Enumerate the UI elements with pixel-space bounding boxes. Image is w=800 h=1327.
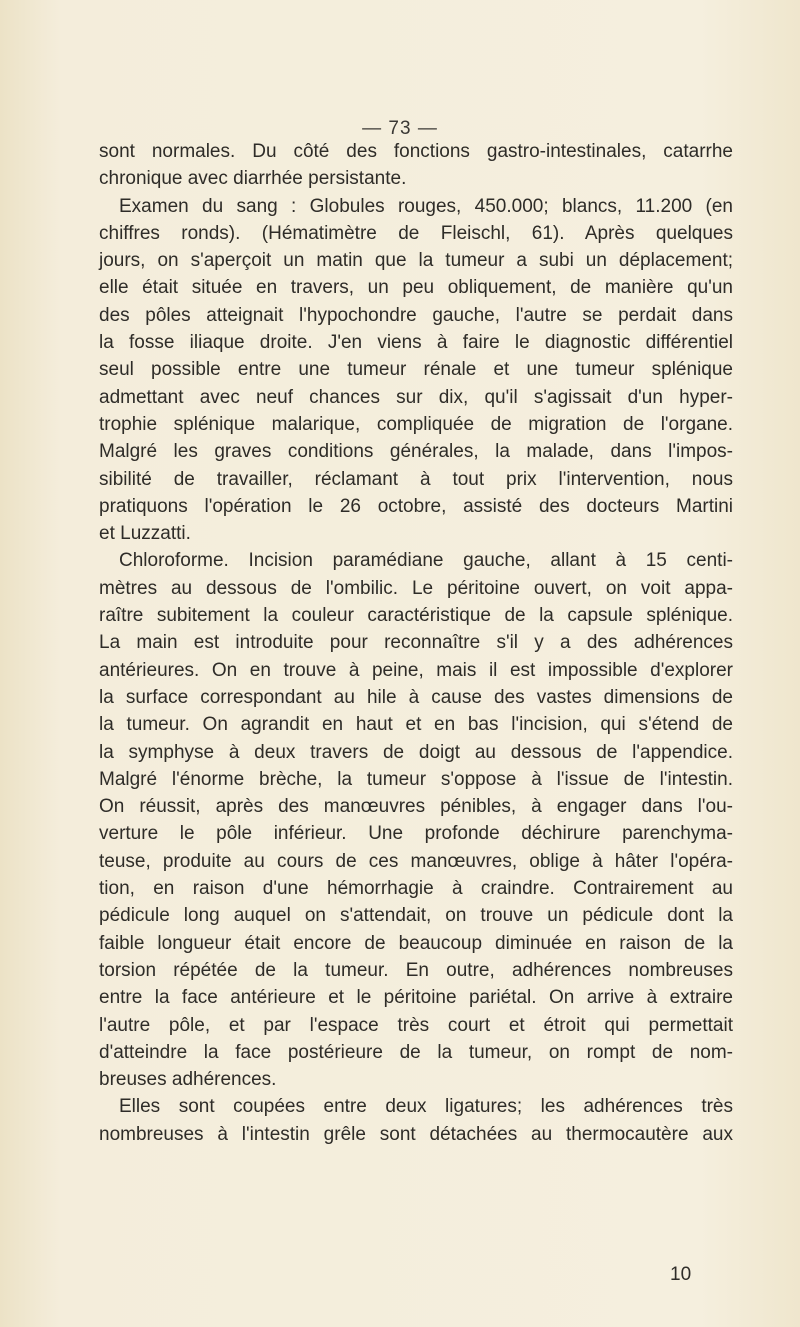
text-line: seul possible entre une tumeur rénale et une tumeur splénique (99, 359, 733, 381)
text-line: chronique avec diarrhée persistante. (99, 168, 407, 190)
text-line: tion, en raison d'une hémorrhagie à craindre. Contrairement au (99, 878, 733, 900)
text-line: Malgré les graves conditions générales, la malade, dans l'impos- (99, 441, 733, 463)
text-line: raître subitement la couleur caractéristique de la capsule splénique. (99, 605, 733, 627)
text-line: des pôles atteignait l'hypochondre gauche, l'autre se perdait dans (99, 304, 733, 326)
text-line: la tumeur. On agrandit en haut et en bas l'incision, qui s'étend de (99, 714, 733, 736)
text-line: pratiquons l'opération le 26 octobre, assisté des docteurs Martini (99, 495, 733, 517)
text-line: l'autre pôle, et par l'espace très court et étroit qui permettait (99, 1014, 733, 1036)
text-line: chiffres ronds). (Hématimètre de Fleischl, 61). Après quelques (99, 222, 733, 244)
text-line: elle était située en travers, un peu obliquement, de manière qu'un (99, 277, 733, 299)
text-line: teuse, produite au cours de ces manœuvres, oblige à hâter l'opéra- (99, 850, 733, 872)
text-line: faible longueur était encore de beaucoup diminuée en raison de la (99, 932, 733, 954)
text-line: Examen du sang : Globules rouges, 450.000; blancs, 11.200 (en (119, 195, 733, 217)
text-line: Chloroforme. Incision paramédiane gauche, allant à 15 centi- (119, 550, 733, 572)
text-line: On réussit, après des manœuvres pénibles, à engager dans l'ou- (99, 796, 733, 818)
body-text (99, 138, 733, 1148)
text-line: la fosse iliaque droite. J'en viens à faire le diagnostic différentiel (99, 332, 733, 354)
text-line: antérieures. On en trouve à peine, mais il est impossible d'explorer (99, 659, 733, 681)
text-line: La main est introduite pour reconnaître s'il y a des adhérences (99, 632, 733, 654)
text-line: Elles sont coupées entre deux ligatures; les adhérences très (119, 1096, 733, 1118)
text-line: pédicule long auquel on s'attendait, on trouve un pédicule dont la (99, 905, 733, 927)
text-line: mètres au dessous de l'ombilic. Le péritoine ouvert, on voit appa- (99, 577, 733, 599)
text-line: nombreuses à l'intestin grêle sont détachées au thermocautère aux (99, 1123, 733, 1145)
text-line: sont normales. Du côté des fonctions gastro-intestinales, catarrhe (99, 141, 733, 162)
text-line: la surface correspondant au hile à cause des vastes dimensions de (99, 686, 733, 708)
text-line: verture le pôle inférieur. Une profonde déchirure parenchyma- (99, 823, 733, 845)
page-number: — 73 — (362, 118, 438, 139)
text-line: torsion répétée de la tumeur. En outre, adhérences nombreuses (99, 959, 733, 981)
signature-mark: 10 (670, 1264, 692, 1285)
text-line: la symphyse à deux travers de doigt au dessous de l'appendice. (99, 741, 733, 763)
text-line: d'atteindre la face postérieure de la tumeur, on rompt de nom- (99, 1041, 733, 1063)
text-line: sibilité de travailler, réclamant à tout prix l'intervention, nous (99, 468, 733, 490)
text-line: et Luzzatti. (99, 523, 191, 545)
text-line: breuses adhérences. (99, 1069, 277, 1091)
text-line: entre la face antérieure et le péritoine pariétal. On arrive à extraire (99, 987, 733, 1009)
text-line: trophie splénique malarique, compliquée de migration de l'organe. (99, 413, 733, 435)
text-line: Malgré l'énorme brèche, la tumeur s'oppose à l'issue de l'intestin. (99, 768, 733, 790)
text-line: jours, on s'aperçoit un matin que la tumeur a subi un déplacement; (99, 250, 733, 272)
text-line: admettant avec neuf chances sur dix, qu'il s'agissait d'un hyper- (99, 386, 733, 408)
